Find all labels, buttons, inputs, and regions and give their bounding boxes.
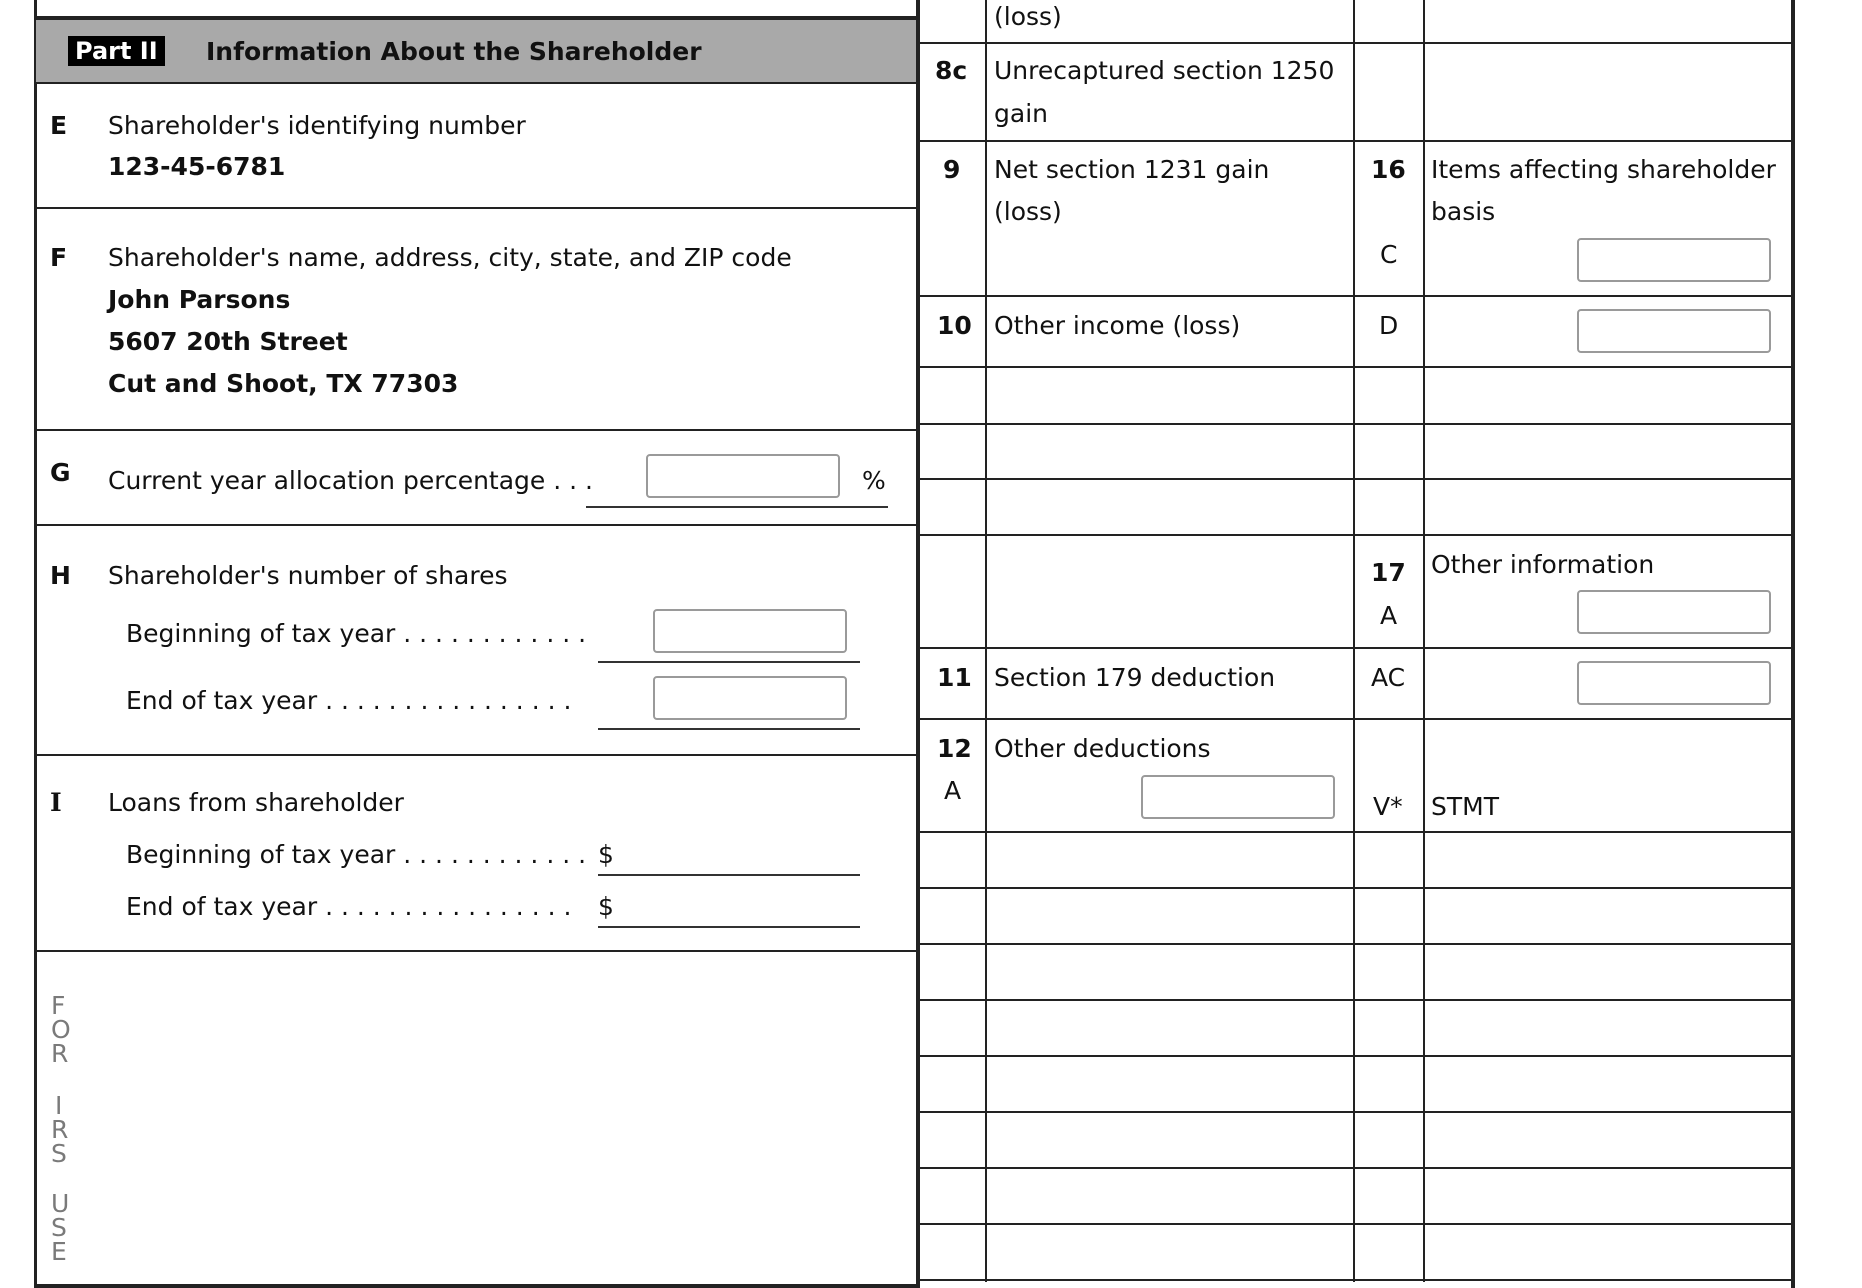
allocation-underline: [586, 506, 888, 508]
irs-use-letter: S: [51, 1139, 67, 1168]
shareholder-id-label: Shareholder's identifying number: [108, 111, 526, 140]
shareholder-id-value: 123-45-6781: [108, 152, 286, 181]
letter-f: F: [50, 243, 68, 272]
divider-g-h: [36, 524, 916, 526]
row-line: [918, 295, 1793, 297]
line-8c-label: Unrecaptured section 1250: [994, 56, 1335, 85]
allocation-percentage-label: Current year allocation percentage . . .: [108, 466, 593, 495]
irs-use-letter: R: [51, 1039, 69, 1068]
shares-beginning-label: Beginning of tax year . . . . . . . . . . . .: [126, 619, 587, 648]
shares-end-underline: [598, 728, 860, 730]
row-line: [918, 1111, 1793, 1113]
row-line: [918, 1167, 1793, 1169]
row-line: [918, 1223, 1793, 1225]
loans-beginning-input[interactable]: [598, 874, 860, 876]
line-17a-input[interactable]: [1577, 590, 1771, 634]
part2-header-bottom-rule: [36, 82, 916, 84]
line-17ac-input[interactable]: [1577, 661, 1771, 705]
shareholder-street: 5607 20th Street: [108, 327, 348, 356]
row-line: [918, 478, 1793, 480]
line-16c-input[interactable]: [1577, 238, 1771, 282]
line-16-label-2: basis: [1431, 197, 1496, 226]
row-line: [918, 718, 1793, 720]
irs-use-letter: S: [51, 1213, 67, 1242]
shareholder-name: John Parsons: [108, 285, 291, 314]
irs-use-letter: O: [51, 1015, 71, 1044]
line-8c-label-2: gain: [994, 99, 1048, 128]
right-border: [1791, 0, 1795, 1288]
line-17-code-a: A: [1380, 601, 1398, 630]
loans-end-label: End of tax year . . . . . . . . . . . . . . . .: [126, 892, 572, 921]
col-line-3: [1423, 0, 1425, 1282]
line-10-number: 10: [937, 311, 972, 340]
line-8c-number: 8c: [935, 56, 968, 85]
row-line: [918, 1055, 1793, 1057]
part2-label: Part II: [68, 36, 165, 66]
shares-beginning-input[interactable]: [653, 609, 847, 653]
line-17-number: 17: [1371, 558, 1406, 587]
line-16-number: 16: [1371, 155, 1406, 184]
line-16-code-d: D: [1379, 311, 1399, 340]
line-17-code-v: V*: [1373, 792, 1403, 821]
row-line: [918, 423, 1793, 425]
irs-use-letter: E: [51, 1237, 67, 1266]
col-line-2: [1353, 0, 1355, 1282]
irs-use-letter: I: [55, 1091, 63, 1120]
letter-h: H: [50, 561, 71, 590]
loans-end-input[interactable]: [598, 926, 860, 928]
row-line: [918, 534, 1793, 536]
col-line-1: [985, 0, 987, 1282]
row-line: [918, 943, 1793, 945]
percent-sign: %: [862, 466, 886, 495]
divider-i-irs: [36, 950, 916, 952]
line-16d-input[interactable]: [1577, 309, 1771, 353]
row-line: [918, 887, 1793, 889]
line-12-label: Other deductions: [994, 734, 1211, 763]
loans-beginning-label: Beginning of tax year . . . . . . . . . . . .: [126, 840, 587, 869]
shareholder-city: Cut and Shoot, TX 77303: [108, 369, 459, 398]
left-border-line: [34, 0, 37, 1288]
loans-label: Loans from shareholder: [108, 788, 404, 817]
row-line: [918, 42, 1793, 44]
line-17-label: Other information: [1431, 550, 1655, 579]
shares-end-input[interactable]: [653, 676, 847, 720]
allocation-percentage-input[interactable]: [646, 454, 840, 498]
line-12a-input[interactable]: [1141, 775, 1335, 819]
line-12-code-a: A: [944, 776, 962, 805]
loans-beginning-dollar: $: [598, 840, 614, 869]
left-bottom-rule: [34, 1284, 918, 1288]
line-9-label: Net section 1231 gain: [994, 155, 1270, 184]
line-12-number: 12: [937, 734, 972, 763]
letter-i: I: [50, 788, 62, 817]
line-17v-value: STMT: [1431, 792, 1499, 821]
part2-title: Information About the Shareholder: [206, 37, 702, 66]
line-11-label: Section 179 deduction: [994, 663, 1276, 692]
line-16-label: Items affecting shareholder: [1431, 155, 1776, 184]
row-line: [918, 831, 1793, 833]
row-line: [918, 647, 1793, 649]
letter-e: E: [50, 111, 68, 140]
shares-beginning-underline: [598, 661, 860, 663]
line-11-number: 11: [937, 663, 972, 692]
divider-e-f: [36, 207, 916, 209]
loans-end-dollar: $: [598, 892, 614, 921]
row-line: [918, 999, 1793, 1001]
center-divider: [916, 0, 920, 1288]
shares-end-label: End of tax year . . . . . . . . . . . . . . . .: [126, 686, 572, 715]
letter-g: G: [50, 458, 71, 487]
line-16-code-c: C: [1380, 240, 1398, 269]
number-of-shares-label: Shareholder's number of shares: [108, 561, 508, 590]
irs-use-letter: F: [51, 991, 66, 1020]
line-9-label-2: (loss): [994, 197, 1062, 226]
shareholder-address-label: Shareholder's name, address, city, state, and ZIP code: [108, 243, 792, 272]
row-line: [918, 1279, 1793, 1281]
divider-h-i: [36, 754, 916, 756]
row-line: [918, 366, 1793, 368]
divider-f-g: [36, 429, 916, 431]
line8b-loss-text: (loss): [994, 2, 1062, 31]
irs-use-letter: U: [51, 1189, 70, 1218]
row-line: [918, 140, 1793, 142]
line-10-label: Other income (loss): [994, 311, 1241, 340]
irs-use-letter: R: [51, 1115, 69, 1144]
line-9-number: 9: [943, 155, 961, 184]
line-17-code-ac: AC: [1371, 663, 1406, 692]
